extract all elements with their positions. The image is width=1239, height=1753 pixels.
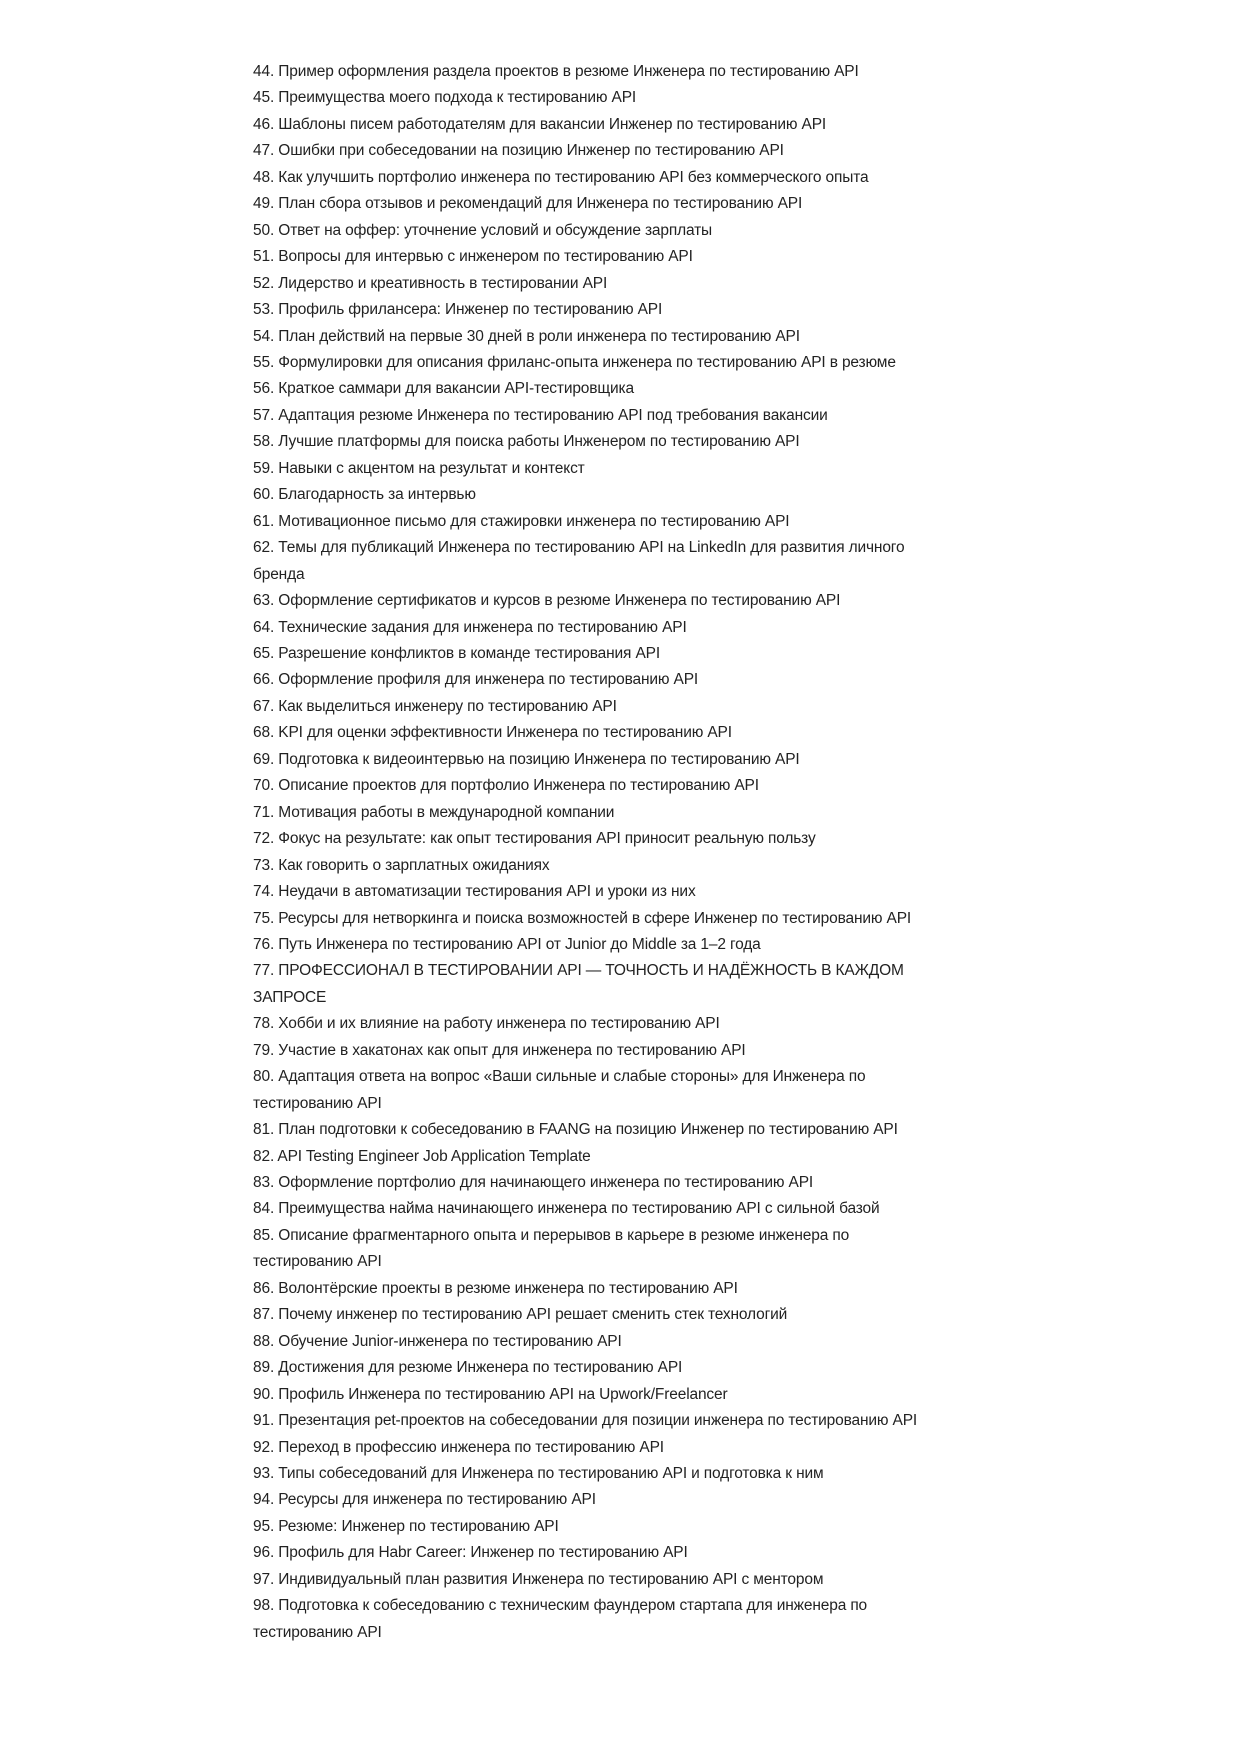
list-item[interactable] (253, 1038, 917, 1064)
item-title[interactable]: Как улучшить портфолио инженера по тестированию API без коммерческого опыта (278, 168, 869, 186)
item-number: 62. (253, 539, 275, 557)
item-title[interactable]: Пример оформления раздела проектов в резюме Инженера по тестированию API (278, 63, 859, 80)
item-number: 79. (253, 1041, 275, 1059)
item-title[interactable]: Индивидуальный план развития Инженера по тестированию API с ментором (278, 1570, 824, 1588)
list-item[interactable] (253, 800, 917, 826)
item-number: 57. (253, 406, 275, 424)
item-title[interactable]: Участие в хакатонах как опыт для инженера по тестированию API (278, 1041, 746, 1059)
item-number: 58. (253, 433, 275, 451)
item-number: 65. (253, 644, 275, 662)
item-number: 80. (253, 1068, 275, 1086)
item-title[interactable]: Темы для публикаций Инженера по тестированию API на LinkedIn для развития личного (278, 539, 905, 557)
item-title[interactable]: Профиль для Habr Career: Инженер по тестированию API (278, 1544, 688, 1562)
list-item[interactable] (253, 667, 917, 693)
item-title[interactable]: Лидерство и креативность в тестировании API (278, 274, 608, 292)
item-title[interactable]: Технические задания для инженера по тестированию API (278, 618, 687, 636)
list-item[interactable] (253, 350, 917, 376)
item-number: 93. (253, 1465, 275, 1483)
list-item[interactable] (253, 191, 917, 217)
item-number: 53. (253, 301, 275, 319)
list-item[interactable] (253, 1223, 917, 1276)
item-number: 71. (253, 803, 275, 821)
item-number: 81. (253, 1121, 275, 1139)
item-number: 74. (253, 883, 275, 901)
list-item[interactable] (253, 1593, 917, 1646)
list-item[interactable] (253, 297, 917, 323)
item-number: 89. (253, 1359, 275, 1377)
list-item[interactable] (253, 1144, 917, 1170)
item-title[interactable]: Достижения для резюме Инженера по тестированию API (278, 1359, 683, 1377)
list-item[interactable] (253, 1487, 917, 1513)
item-title[interactable]: ЗАПРОСЕ (253, 988, 327, 1006)
item-number: 85. (253, 1226, 275, 1244)
item-number: 44. (253, 63, 275, 80)
list-item[interactable] (253, 244, 917, 270)
list-item[interactable] (253, 509, 917, 535)
item-title[interactable]: Профиль фрилансера: Инженер по тестированию API (278, 301, 663, 319)
item-number: 47. (253, 142, 275, 160)
item-title[interactable]: Мотивация работы в международной компании (278, 803, 615, 821)
item-title[interactable]: Благодарность за интервью (278, 486, 476, 504)
item-number: 68. (253, 724, 275, 742)
list-item[interactable] (253, 535, 917, 588)
item-number: 55. (253, 353, 275, 371)
item-title[interactable]: тестированию API (253, 1623, 382, 1641)
item-number: 86. (253, 1279, 275, 1297)
list-item[interactable] (253, 1064, 917, 1117)
list-item[interactable] (253, 1196, 917, 1222)
item-number: 51. (253, 248, 275, 266)
item-number: 82. (253, 1147, 275, 1165)
item-title[interactable]: Оформление портфолио для начинающего инженера по тестированию API (278, 1174, 814, 1192)
item-number: 77. (253, 962, 275, 980)
list-item[interactable] (253, 641, 917, 667)
item-number: 88. (253, 1332, 275, 1350)
item-title[interactable]: Преимущества моего подхода к тестированию API (278, 89, 637, 107)
item-number: 52. (253, 274, 275, 292)
item-title[interactable]: Формулировки для описания фриланс-опыта инженера по тестированию API в резюме (278, 353, 896, 371)
item-title[interactable]: Путь Инженера по тестированию API от Junior до Middle за 1–2 года (278, 935, 761, 953)
list-item[interactable] (253, 1011, 917, 1037)
list-item[interactable] (253, 588, 917, 614)
list-item[interactable] (253, 773, 917, 799)
item-number: 87. (253, 1306, 275, 1324)
item-title[interactable]: Как выделиться инженеру по тестированию API (278, 697, 617, 715)
list-item[interactable] (253, 112, 917, 138)
item-title[interactable]: Оформление профиля для инженера по тестированию API (278, 671, 699, 689)
item-title[interactable]: Ответ на оффер: уточнение условий и обсуждение зарплаты (278, 221, 713, 239)
item-title[interactable]: Обучение Junior-инженера по тестированию API (278, 1332, 622, 1350)
item-title[interactable]: тестированию API (253, 1094, 382, 1112)
item-number: 46. (253, 115, 275, 133)
item-title[interactable]: Подготовка к видеоинтервью на позицию Инженера по тестированию API (278, 750, 800, 768)
item-number: 49. (253, 195, 275, 213)
item-number: 61. (253, 512, 275, 530)
item-number: 72. (253, 830, 275, 848)
list-item[interactable] (253, 403, 917, 429)
item-title[interactable]: Переход в профессию инженера по тестированию API (278, 1438, 664, 1456)
item-title[interactable]: Фокус на результате: как опыт тестирования API приносит реальную пользу (278, 830, 816, 848)
list-item[interactable] (253, 1382, 917, 1408)
list-item[interactable] (253, 165, 917, 191)
item-title[interactable]: Адаптация резюме Инженера по тестированию API под требования вакансии (278, 406, 828, 424)
item-number: 95. (253, 1517, 275, 1535)
item-number: 56. (253, 380, 275, 398)
list-item[interactable] (253, 853, 917, 879)
item-title[interactable]: Шаблоны писем работодателям для вакансии Инженер по тестированию API (278, 115, 827, 133)
list-item[interactable] (253, 826, 917, 852)
list-item[interactable] (253, 1302, 917, 1328)
list-item[interactable] (253, 1329, 917, 1355)
item-number: 70. (253, 777, 275, 795)
item-title[interactable]: Вопросы для интервью с инженером по тестированию API (278, 248, 693, 266)
item-number: 97. (253, 1570, 275, 1588)
list-item[interactable] (253, 324, 917, 350)
list-item[interactable] (253, 482, 917, 508)
item-number: 76. (253, 935, 275, 953)
item-number: 78. (253, 1015, 275, 1033)
item-title[interactable]: Описание фрагментарного опыта и перерывов в карьере в резюме инженера по (278, 1226, 850, 1244)
item-title[interactable]: Неудачи в автоматизации тестирования API и уроки из них (278, 883, 696, 901)
list-item[interactable] (253, 1276, 917, 1302)
list-item[interactable] (253, 1117, 917, 1143)
item-number: 90. (253, 1385, 275, 1403)
list-item[interactable] (253, 747, 917, 773)
list-item[interactable] (253, 1170, 917, 1196)
list-item[interactable] (253, 1435, 917, 1461)
item-number: 69. (253, 750, 275, 768)
list-item[interactable] (253, 932, 917, 958)
item-title[interactable]: Презентация pet-проектов на собеседовании для позиции инженера по тестированию API (278, 1412, 918, 1430)
item-number: 66. (253, 671, 275, 689)
item-title[interactable]: Лучшие платформы для поиска работы Инженером по тестированию API (278, 433, 800, 451)
item-title[interactable]: Оформление сертификатов и курсов в резюме Инженера по тестированию API (278, 592, 841, 610)
item-title[interactable]: Хобби и их влияние на работу инженера по тестированию API (278, 1015, 720, 1033)
list-item[interactable] (253, 1461, 917, 1487)
item-title[interactable]: Профиль Инженера по тестированию API на Upwork/Freelancer (278, 1385, 728, 1403)
item-number: 48. (253, 168, 275, 186)
item-title[interactable]: Описание проектов для портфолио Инженера по тестированию API (278, 777, 759, 795)
item-number: 73. (253, 856, 275, 874)
list-item[interactable] (253, 59, 917, 85)
list-item[interactable] (253, 429, 917, 455)
list-item[interactable] (253, 958, 917, 1011)
item-title[interactable]: План подготовки к собеседованию в FAANG на позицию Инженер по тестированию API (278, 1121, 898, 1139)
list-item[interactable] (253, 456, 917, 482)
list-item[interactable] (253, 1408, 917, 1434)
item-number: 96. (253, 1544, 275, 1562)
item-number: 94. (253, 1491, 275, 1509)
item-title[interactable]: Ошибки при собеседовании на позицию Инженер по тестированию API (278, 142, 784, 160)
item-number: 83. (253, 1174, 275, 1192)
item-title[interactable]: Ресурсы для инженера по тестированию API (278, 1491, 596, 1509)
item-number: 54. (253, 327, 275, 345)
item-title[interactable]: Мотивационное письмо для стажировки инженера по тестированию API (278, 512, 790, 530)
item-title[interactable]: Адаптация ответа на вопрос «Ваши сильные и слабые стороны» для Инженера по (278, 1068, 866, 1086)
item-title[interactable]: Резюме: Инженер по тестированию API (278, 1517, 559, 1535)
article-link-list (253, 59, 917, 1646)
item-number: 50. (253, 221, 275, 239)
item-number: 45. (253, 89, 275, 107)
item-title[interactable]: KPI для оценки эффективности Инженера по тестированию API (278, 724, 732, 742)
list-item[interactable] (253, 615, 917, 641)
item-number: 92. (253, 1438, 275, 1456)
list-item[interactable] (253, 85, 917, 111)
item-title[interactable]: тестированию API (253, 1253, 382, 1271)
list-item[interactable] (253, 720, 917, 746)
item-number: 59. (253, 459, 275, 477)
item-number: 63. (253, 592, 275, 610)
list-item[interactable] (253, 138, 917, 164)
item-title[interactable]: Волонтёрские проекты в резюме инженера по тестированию API (278, 1279, 738, 1297)
item-title[interactable]: Разрешение конфликтов в команде тестирования API (278, 644, 660, 662)
item-title[interactable]: Преимущества найма начинающего инженера по тестированию API с сильной базой (278, 1200, 880, 1218)
list-item[interactable] (253, 1355, 917, 1381)
list-item[interactable] (253, 1540, 917, 1566)
item-title[interactable]: Типы собеседований для Инженера по тестированию API и подготовка к ним (278, 1465, 824, 1483)
item-title[interactable]: Почему инженер по тестированию API решает сменить стек технологий (278, 1306, 788, 1324)
item-number: 60. (253, 486, 275, 504)
item-title[interactable]: Ресурсы для нетворкинга и поиска возможностей в сфере Инженер по тестированию API (278, 909, 912, 927)
list-item[interactable] (253, 1567, 917, 1593)
item-number: 84. (253, 1200, 275, 1218)
list-item[interactable] (253, 1514, 917, 1540)
list-item[interactable] (253, 879, 917, 905)
list-item[interactable] (253, 271, 917, 297)
item-title[interactable]: Подготовка к собеседованию с техническим фаундером стартапа для инженера по (278, 1597, 868, 1615)
item-number: 75. (253, 909, 275, 927)
item-title[interactable]: Как говорить о зарплатных ожиданиях (278, 856, 550, 874)
item-title[interactable]: ПРОФЕССИОНАЛ В ТЕСТИРОВАНИИ API — ТОЧНОСТЬ И НАДЁЖНОСТЬ В КАЖДОМ (278, 962, 904, 980)
list-item[interactable] (253, 376, 917, 402)
item-number: 64. (253, 618, 275, 636)
item-title[interactable]: Навыки с акцентом на результат и контекст (278, 459, 585, 477)
list-item[interactable] (253, 906, 917, 932)
list-item[interactable] (253, 694, 917, 720)
item-title[interactable]: бренда (253, 565, 305, 583)
item-title[interactable]: План действий на первые 30 дней в роли инженера по тестированию API (278, 327, 800, 345)
item-title[interactable]: API Testing Engineer Job Application Template (277, 1147, 591, 1165)
item-number: 67. (253, 697, 275, 715)
item-title[interactable]: Краткое саммари для вакансии API-тестировщика (278, 380, 634, 398)
item-number: 91. (253, 1412, 275, 1430)
item-title[interactable]: План сбора отзывов и рекомендаций для Инженера по тестированию API (278, 195, 803, 213)
item-number: 98. (253, 1597, 275, 1615)
list-item[interactable] (253, 218, 917, 244)
